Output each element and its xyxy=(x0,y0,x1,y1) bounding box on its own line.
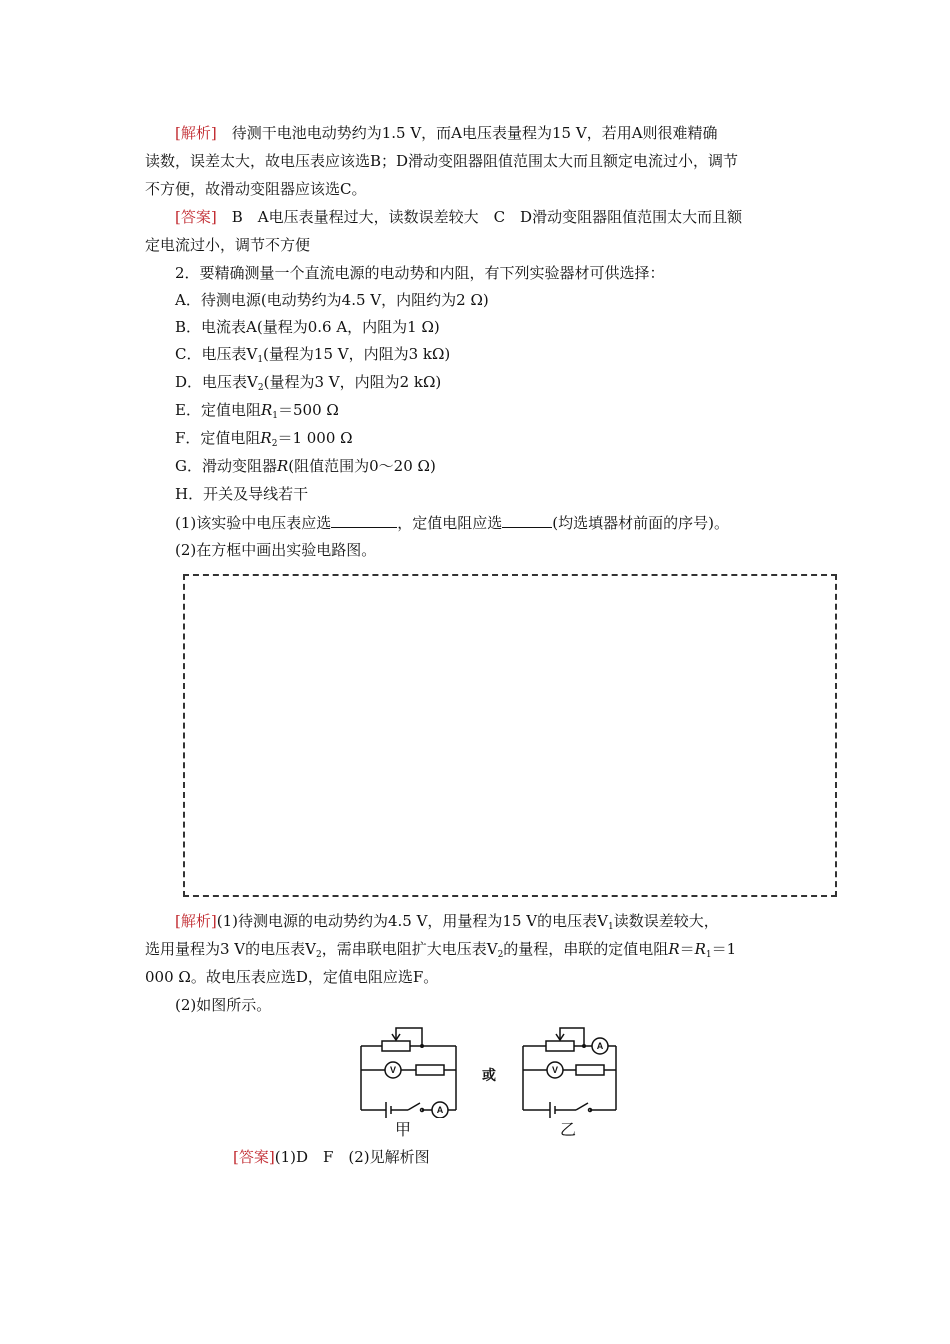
resistor-yi xyxy=(576,1065,604,1075)
resistor-jia xyxy=(416,1065,444,1075)
analysis-1-line-3: 不方便，故滑动变阻器应该选C。 xyxy=(145,180,367,198)
answer-2: [答案](1)D F (2)见解析图 xyxy=(233,1148,430,1166)
option-c: C．电压表$V_1$(量程为15 V，内阻为3 kΩ) xyxy=(175,345,451,365)
caption-yi: 乙 xyxy=(560,1120,577,1139)
option-g: G．滑动变阻器R(阻值范围为0～20 Ω) xyxy=(175,457,436,475)
option-e: E．定值电阻$R_1=500$ Ω xyxy=(175,401,339,421)
option-d: D．电压表$V_2$(量程为3 V，内阻为2 kΩ) xyxy=(175,373,442,393)
circuit-drawing-box[interactable] xyxy=(183,574,837,897)
question-2-stem: 2．要精确测量一个直流电源的电动势和内阻，有下列实验器材可供选择： xyxy=(175,264,665,282)
ammeter-label-yi: A xyxy=(596,1041,604,1051)
analysis-2-line-3: 000 Ω。故电压表应选D，定值电阻应选F。 xyxy=(145,968,439,986)
part-1-prompt: (1)该实验中电压表应选 ，定值电阻应选 (均选填器材前面的序号)。 xyxy=(175,511,729,534)
caption-jia: 甲 xyxy=(395,1120,412,1139)
voltmeter-label-jia: V xyxy=(389,1065,397,1075)
answer-1-line-1: [答案] B A电压表量程过大，读数误差较大 C D滑动变阻器阻值范围太大而且额 xyxy=(175,208,743,226)
answer-tag: [答案] xyxy=(175,208,217,226)
analysis-1-line-2: 读数，误差太大，故电压表应该选B；D滑动变阻器阻值范围太大而且额定电流过小，调节 xyxy=(145,152,739,170)
answer-tag: [答案] xyxy=(233,1148,275,1166)
analysis-1-line-1: [解析] 待测干电池电动势约为1.5 V，而A电压表量程为15 V，若用A则很难精确 xyxy=(175,124,718,142)
analysis-tag: [解析] xyxy=(175,912,217,930)
rheostat-yi xyxy=(546,1041,574,1051)
analysis-2-line-2: 选用量程为3 V的电压表$V_2$，需串联电阻扩大电压表$V_2$的量程，串联的定值电阻$R=R_1=1$ xyxy=(145,940,737,960)
answer-1-line-2: 定电流过小，调节不方便 xyxy=(145,236,311,254)
rheostat-jia xyxy=(382,1041,410,1051)
voltmeter-label-yi: V xyxy=(551,1065,559,1075)
answer-blank-voltmeter[interactable] xyxy=(331,511,397,528)
option-h: H．开关及导线若干 xyxy=(175,485,309,503)
answer-blank-resistor[interactable] xyxy=(502,511,552,528)
analysis-2-line-4: (2)如图所示。 xyxy=(175,996,272,1014)
analysis-tag: [解析] xyxy=(175,124,217,142)
or-label: 或 xyxy=(482,1068,496,1084)
option-b: B．电流表A(量程为0.6 A，内阻为1 Ω) xyxy=(175,318,440,336)
option-f: F．定值电阻$R_2=1$ 000 Ω xyxy=(175,429,353,449)
analysis-2-line-1: [解析](1)待测电源的电动势约为4.5 V，用量程为15 V的电压表$V_1$读数误差较大， xyxy=(175,912,719,932)
option-a: A．待测电源(电动势约为4.5 V，内阻约为2 Ω) xyxy=(175,291,489,309)
ammeter-label-jia: A xyxy=(436,1105,444,1115)
part-2-prompt: (2)在方框中画出实验电路图。 xyxy=(175,541,377,559)
